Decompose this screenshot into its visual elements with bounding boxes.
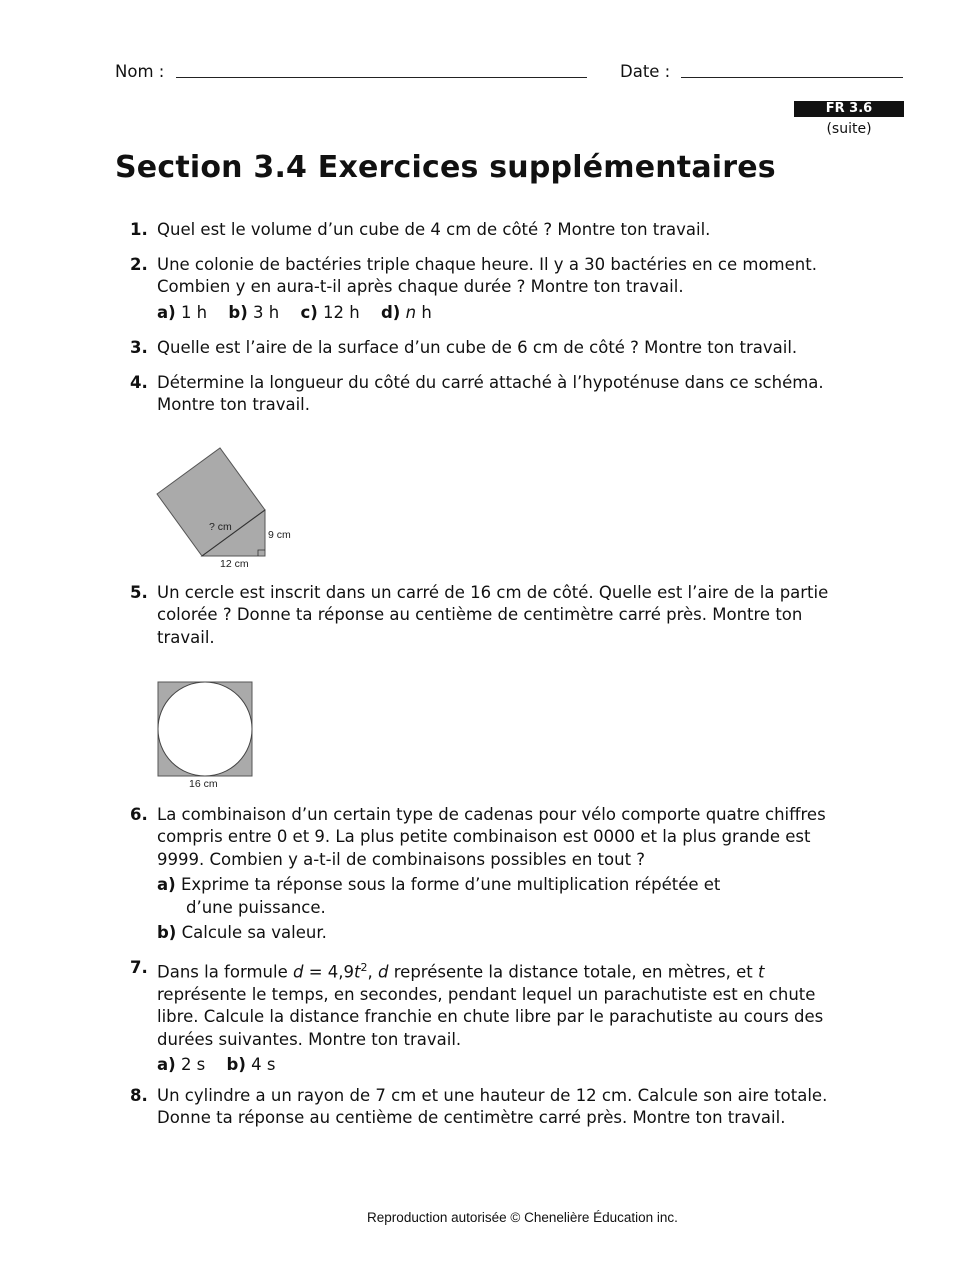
question-text: représente le temps, en secondes, pendant lequel un parachutiste est en chute xyxy=(157,984,816,1004)
part-text: 2 s xyxy=(180,1055,206,1075)
question-text: compris entre 0 et 9. La plus petite combinaison est 0000 et la plus grande est xyxy=(157,827,811,847)
question-5 xyxy=(130,582,890,649)
question-3 xyxy=(130,337,890,359)
variable-t: t xyxy=(757,962,765,982)
hypotenuse-label: ? cm xyxy=(209,521,232,533)
date-line xyxy=(681,77,903,78)
formula-after: , xyxy=(367,962,379,982)
part-text-continued: d’une puissance. xyxy=(186,897,326,917)
part-text: Calcule sa valeur. xyxy=(181,923,327,943)
question-8 xyxy=(130,1085,890,1130)
question-number: 5. xyxy=(130,583,148,602)
question-2 xyxy=(130,254,890,324)
part-text: 3 h xyxy=(253,302,280,322)
question-text: Une colonie de bactéries triple chaque heure. Il y a 30 bactéries en ce moment. xyxy=(157,255,817,274)
question-text: Montre ton travail. xyxy=(157,395,310,415)
part-text: Exprime ta réponse sous la forme d’une multiplication répétée et xyxy=(180,875,721,895)
question-4 xyxy=(130,372,890,417)
part-label: b) xyxy=(157,923,177,943)
formula-t: t xyxy=(354,962,361,982)
inscribed-circle-diagram xyxy=(150,675,265,793)
question-number: 3. xyxy=(130,338,148,357)
question-text: Un cercle est inscrit dans un carré de 16 cm de côté. Quelle est l’aire de la partie xyxy=(157,583,829,602)
formula-equals: = 4,9 xyxy=(303,962,355,982)
date-label: Date : xyxy=(620,62,671,81)
question-7 xyxy=(130,957,890,1077)
continued-label: (suite) xyxy=(826,121,872,137)
part-text: 4 s xyxy=(251,1055,276,1075)
question-text: La combinaison d’un certain type de cadenas pour vélo comporte quatre chiffres xyxy=(157,805,826,824)
question-text: Détermine la longueur du côté du carré attaché à l’hypoténuse dans ce schéma. xyxy=(157,373,824,392)
hypotenuse-square-diagram xyxy=(150,440,310,575)
sub-parts xyxy=(157,302,890,324)
variable-n: n xyxy=(405,302,417,322)
question-text: travail. xyxy=(157,627,215,647)
question-text: Donne ta réponse au centième de centimètre carré près. Montre ton travail. xyxy=(157,1108,786,1128)
horizontal-leg-label: 12 cm xyxy=(220,558,249,570)
part-label: a) xyxy=(157,875,176,895)
question-number: 7. xyxy=(130,958,148,977)
question-6 xyxy=(130,804,890,944)
formula-d: d xyxy=(292,962,304,982)
question-1 xyxy=(130,219,890,241)
part-text: 1 h xyxy=(180,302,208,322)
question-text: durées suivantes. Montre ton travail. xyxy=(157,1029,462,1049)
name-label: Nom : xyxy=(115,62,165,81)
part-label: c) xyxy=(300,302,318,322)
part-b xyxy=(157,922,890,944)
side-label: 16 cm xyxy=(189,778,218,790)
part-label: a) xyxy=(157,1055,176,1075)
part-label: b) xyxy=(228,302,248,322)
part-text: h xyxy=(421,302,432,322)
inscribed-circle xyxy=(158,682,252,776)
part-label: b) xyxy=(226,1055,246,1075)
variable-d: d xyxy=(378,962,389,982)
part-label: a) xyxy=(157,302,176,322)
vertical-leg-label: 9 cm xyxy=(268,529,291,541)
question-text: colorée ? Donne ta réponse au centième de centimètre carré près. Montre ton xyxy=(157,605,803,625)
part-a xyxy=(157,874,890,896)
definition-text: représente la distance totale, en mètres, et xyxy=(388,962,758,982)
question-number: 4. xyxy=(130,373,148,392)
part-label: d) xyxy=(380,302,401,322)
question-text: Un cylindre a un rayon de 7 cm et une hauteur de 12 cm. Calcule son aire totale. xyxy=(157,1086,828,1105)
worksheet-code-badge: FR 3.6 xyxy=(794,101,904,117)
page-title: Section 3.4 Exercices supplémentaires xyxy=(115,150,776,185)
sub-parts xyxy=(157,1054,890,1076)
question-text: libre. Calcule la distance franchie en chute libre par le parachutiste au cours des xyxy=(157,1007,824,1027)
question-number: 1. xyxy=(130,220,148,239)
question-text: 9999. Combien y a-t-il de combinaisons possibles en tout ? xyxy=(157,849,646,869)
question-number: 8. xyxy=(130,1086,148,1105)
copyright-footer: Reproduction autorisée © Chenelière Éducation inc. xyxy=(367,1210,678,1225)
question-number: 2. xyxy=(130,255,148,274)
formula-exponent: 2 xyxy=(360,961,368,974)
question-text-with-formula xyxy=(157,957,890,984)
question-text: Combien y en aura-t-il après chaque durée ? Montre ton travail. xyxy=(157,277,684,297)
name-line xyxy=(176,77,587,78)
part-text: 12 h xyxy=(323,302,360,322)
question-text: Quelle est l’aire de la surface d’un cube de 6 cm de côté ? Montre ton travail. xyxy=(157,338,798,357)
question-text: Quel est le volume d’un cube de 4 cm de côté ? Montre ton travail. xyxy=(157,220,711,239)
question-number: 6. xyxy=(130,805,148,824)
formula-intro: Dans la formule xyxy=(157,962,288,982)
